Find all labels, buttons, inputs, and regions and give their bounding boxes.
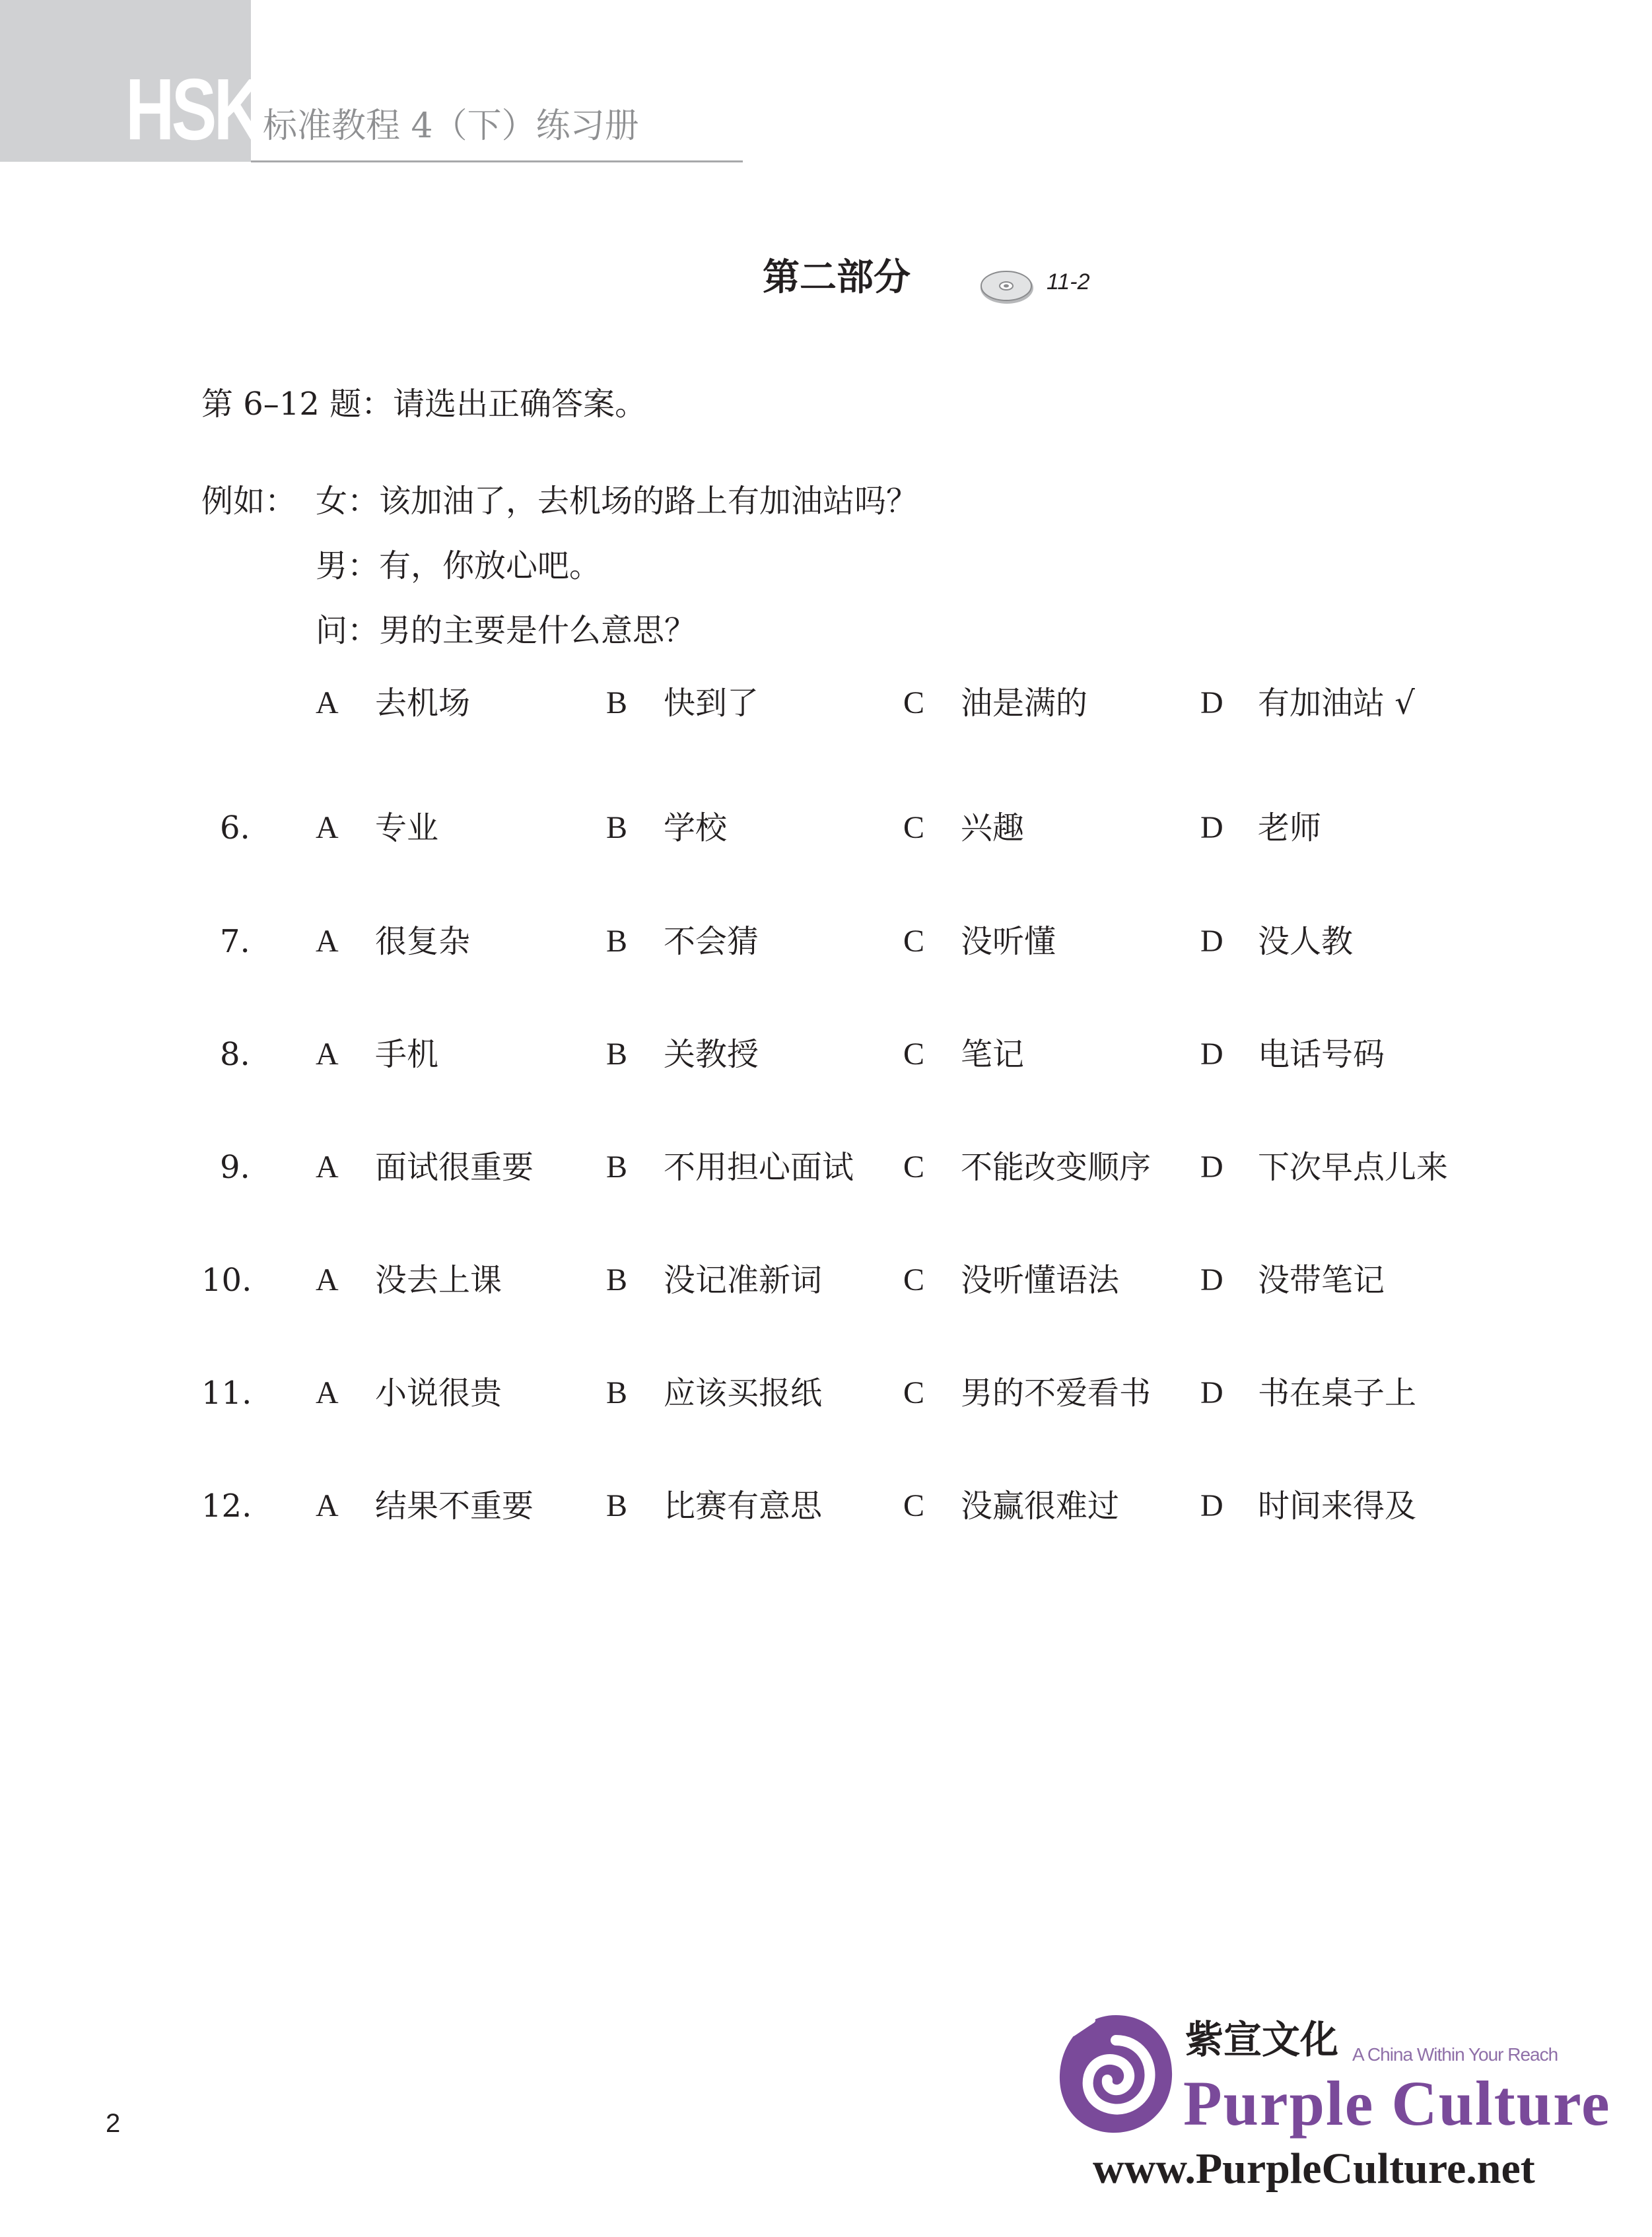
watermark-url: www.PurpleCulture.net [1093,2145,1535,2193]
option-text: 不会猜 [664,923,759,960]
example-option-letter-a: A [316,685,339,720]
example-option-letter-c: C [903,685,925,720]
watermark-tagline: A China Within Your Reach [1352,2044,1558,2065]
book-title: 标准教程 4（下）练习册 [263,106,639,146]
option-text: 老师 [1258,809,1322,846]
option-letter: D [1200,1150,1223,1185]
example-option-text-d [1258,685,1415,722]
series-logo: HSK [125,61,260,158]
option-letter: B [606,1037,628,1072]
question-number: 9. [220,1149,250,1186]
option-letter: C [903,1037,925,1072]
option-letter: C [903,924,925,959]
question-number: 10. [201,1262,252,1299]
example-line-question: 问：男的主要是什么意思？ [316,612,697,649]
option-letter: B [606,1488,628,1523]
example-option-text-b: 快到了 [664,685,759,722]
track-number: 11-2 [1047,269,1090,294]
option-text: 小说很贵 [375,1375,502,1412]
instruction-text: 请选出正确答案。 [393,386,647,423]
option-text: 结果不重要 [375,1488,534,1525]
example-option-text-c: 油是满的 [961,685,1088,722]
option-text: 没记准新词 [664,1262,823,1299]
example-option-text-a: 去机场 [375,685,471,722]
option-letter: A [316,1037,339,1072]
purple-culture-logo-icon [1053,2007,1179,2139]
check-mark: √ [1394,685,1415,722]
question-number: 12. [201,1488,252,1525]
option-text: 下次早点儿来 [1258,1149,1449,1186]
watermark-name-en: Purple Culture [1183,2068,1611,2139]
option-text: 面试很重要 [375,1149,534,1186]
example-line-woman: 女：该加油了，去机场的路上有加油站吗？ [316,483,918,520]
question-number: 6. [220,809,250,846]
option-text: 不能改变顺序 [961,1149,1152,1186]
header-divider [251,160,743,162]
option-letter: B [606,1150,628,1185]
option-text: 关教授 [664,1036,759,1073]
option-letter: A [316,1150,339,1185]
option-text: 没去上课 [375,1262,502,1299]
watermark-name-cn: 紫宣文化 [1185,2017,1339,2062]
cd-icon [977,263,1037,309]
option-letter: D [1200,1375,1223,1410]
option-text: 男的不爱看书 [961,1375,1152,1412]
option-text: 比赛有意思 [664,1488,823,1525]
option-text: 不用担心面试 [664,1149,854,1186]
option-letter: B [606,924,628,959]
option-letter: A [316,1262,339,1297]
option-letter: C [903,1488,925,1523]
question-number: 11. [201,1375,252,1412]
option-letter: C [903,1262,925,1297]
option-letter: D [1200,924,1223,959]
option-text: 没听懂 [961,923,1056,960]
option-letter: D [1200,1262,1223,1297]
option-text: 手机 [375,1036,439,1073]
page-number: 2 [106,2109,121,2138]
option-text: 应该买报纸 [664,1375,823,1412]
option-text: 笔记 [961,1036,1025,1073]
instruction [201,386,647,423]
option-letter: A [316,1375,339,1410]
option-letter: A [316,1488,339,1523]
option-text: 学校 [664,809,728,846]
option-text: 没带笔记 [1258,1262,1385,1299]
option-letter: D [1200,1488,1223,1523]
option-text: 没人教 [1258,923,1354,960]
section-title: 第二部分 [763,256,911,299]
option-letter: A [316,810,339,845]
option-text: 电话号码 [1258,1036,1385,1073]
example-option-letter-b: B [606,685,628,720]
option-text: 时间来得及 [1258,1488,1417,1525]
example-label: 例如： [201,483,297,520]
option-letter: B [606,1375,628,1410]
option-letter: B [606,810,628,845]
option-text: 专业 [375,809,439,846]
question-number: 8. [220,1036,250,1073]
option-letter: D [1200,1037,1223,1072]
option-text: 兴趣 [961,809,1025,846]
option-letter: C [903,1375,925,1410]
option-letter: D [1200,810,1223,845]
option-letter: A [316,924,339,959]
option-text: 没听懂语法 [961,1262,1120,1299]
example-line-man: 男：有，你放心吧。 [316,547,602,584]
option-text: 没赢很难过 [961,1488,1120,1525]
option-letter: C [903,810,925,845]
option-letter: C [903,1150,925,1185]
option-letter: B [606,1262,628,1297]
instruction-prefix: 第 6–12 题： [201,386,394,423]
example-option-letter-d: D [1200,685,1223,720]
option-text: 书在桌子上 [1258,1375,1417,1412]
example-option-text-d-label: 有加油站 [1258,685,1385,722]
option-text: 很复杂 [375,923,471,960]
question-number: 7. [220,923,250,960]
